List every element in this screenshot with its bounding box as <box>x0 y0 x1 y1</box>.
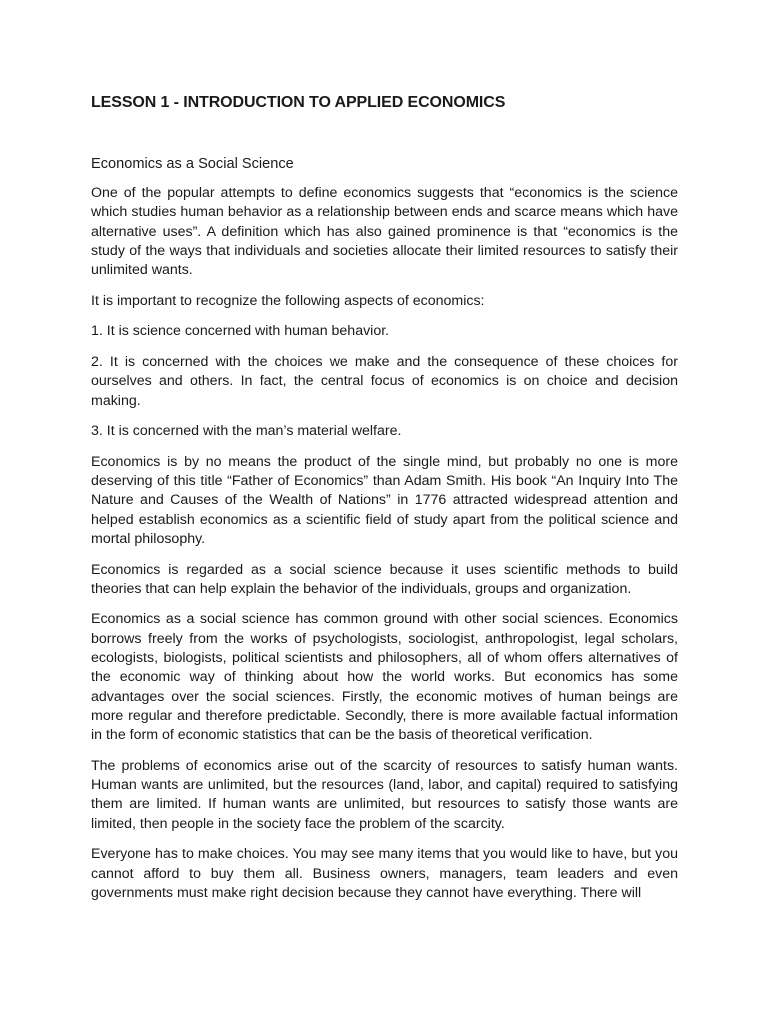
paragraph-adam-smith: Economics is by no means the product of the single mind, but probably no one is more deserving of this title “Father of Economics” than Adam Smith. His book “An Inquiry Into The Nature and Causes of the Wealth of Nations” in 1776 attracted widespread attention and helped establish economics as a scientific field of study apart from the political science and mortal philosophy. <box>91 453 678 547</box>
section-subheading: Economics as a Social Science <box>91 156 294 172</box>
paragraph-aspects-intro: It is important to recognize the following aspects of economics: <box>91 292 485 309</box>
paragraph-aspect-2: 2. It is concerned with the choices we make and the consequence of these choices for ourselves and others. In fact, the central focus of economics is on choice and decision making. <box>91 353 678 409</box>
paragraph-aspect-3: 3. It is concerned with the man’s material welfare. <box>91 423 402 440</box>
paragraph-definition: One of the popular attempts to define economics suggests that “economics is the science which studies human behavior as a relationship between ends and scarce means which have alternative uses”. A definition which has also gained prominence is that “economics is the study of the ways that individuals and societies allocate their limited resources to satisfy their unlimited wants. <box>91 185 678 279</box>
document-page <box>91 92 678 901</box>
paragraph-social-science: Economics is regarded as a social science because it uses scientific methods to build theories that can help explain the behavior of the individuals, groups and organization. <box>91 561 678 597</box>
paragraph-choices: Everyone has to make choices. You may see many items that you would like to have, but you cannot afford to buy them all. Business owners, managers, team leaders and even governments must make right decision because they cannot have everything. There will <box>91 846 678 901</box>
document-body <box>91 184 678 914</box>
paragraph-scarcity: The problems of economics arise out of the scarcity of resources to satisfy human wants. Human wants are unlimited, but the resources (land, labor, and capital) required to satisfying them are limited. If human wants are unlimited, but resources to satisfy those wants are limited, then people in the society face the problem of the scarcity. <box>91 757 678 832</box>
paragraph-aspect-1: 1. It is science concerned with human behavior. <box>91 323 390 340</box>
document-title: LESSON 1 - INTRODUCTION TO APPLIED ECONOMICS <box>91 94 506 111</box>
paragraph-common-ground: Economics as a social science has common ground with other social sciences. Economics borrows freely from the works of psychologists, sociologist, anthropologist, legal scholars, ecologists, biologists, political scientists and philosophers, all of whom offers alternatives of the economic way of thinking about how the world works. But economics has some advantages over the social sciences. Firstly, the economic motives of human beings are more regular and therefore predictable. Secondly, there is more available factual information in the form of economic statistics that can be the basis of theoretical verification. <box>91 611 678 744</box>
